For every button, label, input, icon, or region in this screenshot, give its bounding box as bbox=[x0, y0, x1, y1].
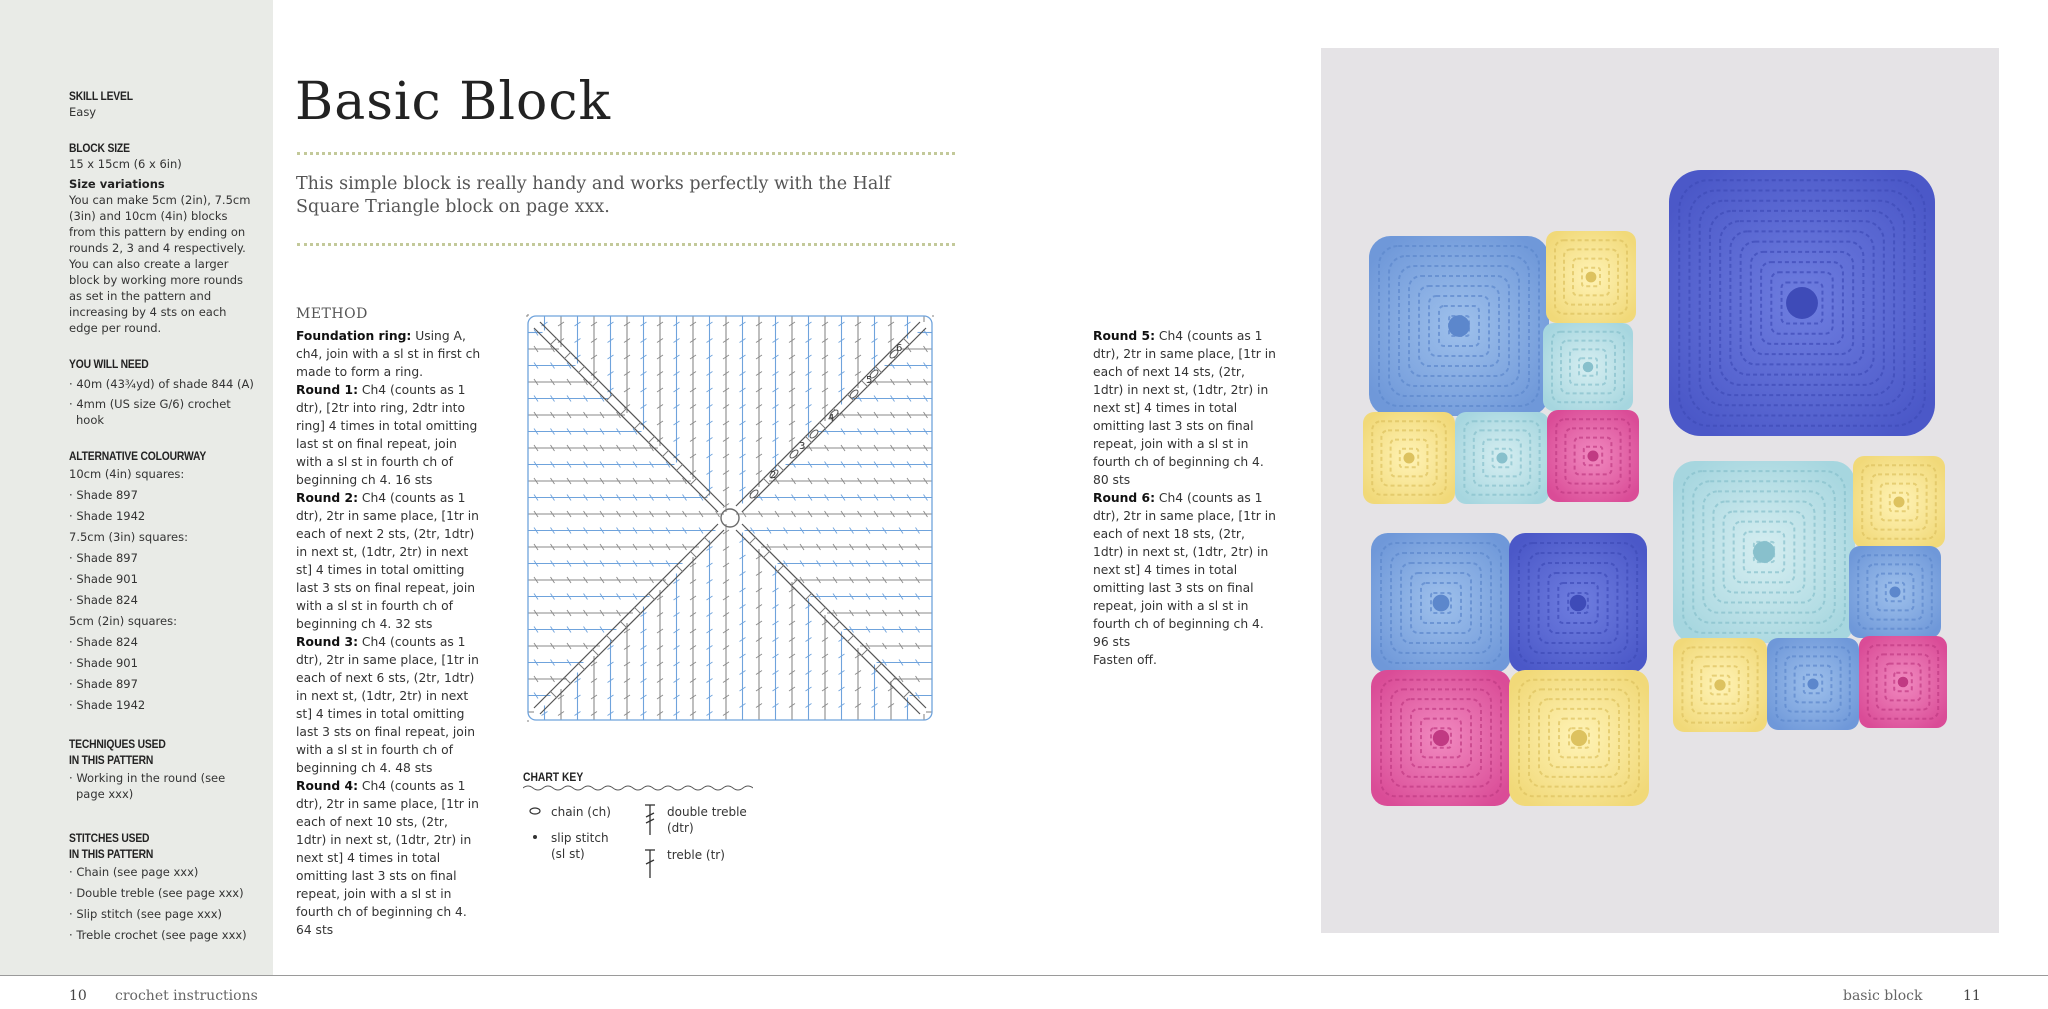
chart-corner-stitch bbox=[676, 464, 683, 471]
skill-level-section bbox=[69, 88, 254, 120]
chart-corner-stitch bbox=[620, 408, 627, 415]
chart-corner-stitch bbox=[662, 450, 669, 457]
skill-level-value: Easy bbox=[69, 105, 97, 119]
stitches-section bbox=[69, 830, 254, 946]
crochet-center bbox=[1448, 315, 1470, 337]
you-will-need-heading: YOU WILL NEED bbox=[69, 357, 149, 371]
chart-corner-stitch bbox=[690, 551, 697, 558]
colourway-group-label: 5cm (2in) squares: bbox=[69, 614, 177, 628]
colourway-item: · Shade 1942 bbox=[69, 695, 254, 716]
double-treble-symbol-icon bbox=[643, 803, 657, 837]
stitch-item: · Treble crochet (see page xxx) bbox=[69, 925, 254, 946]
chart-corner-stitch bbox=[676, 565, 683, 572]
chart-corner-stitch bbox=[875, 663, 882, 670]
need-item: · 40m (43¾yd) of shade 844 (A) bbox=[69, 377, 254, 391]
footer-left-title: crochet instructions bbox=[115, 988, 258, 1004]
block-size-heading: BLOCK SIZE bbox=[69, 141, 130, 155]
need-item: · 4mm (US size G/6) crochet hook bbox=[69, 397, 231, 427]
intro-divider bbox=[297, 243, 955, 246]
colourway-group-label: 7.5cm (3in) squares: bbox=[69, 530, 188, 544]
chart-chain-loop bbox=[789, 449, 800, 460]
crochet-center bbox=[1893, 496, 1904, 507]
colourway-item: · Shade 901 bbox=[69, 569, 254, 590]
round-2: Round 2: Ch4 (counts as 1 dtr), 2tr in same place, [1tr in each of next 2 sts, (2tr, 1dtr) in next st, (1dtr, 2tr) in next st] 4 times in total omitting last 3 sts on final repeat, join with a sl st in fourth ch of beginning ch 4. 32 sts bbox=[296, 491, 479, 631]
chart-corner-stitch bbox=[564, 677, 571, 684]
crochet-center bbox=[1433, 595, 1450, 612]
crochet-blocks-photo bbox=[1321, 48, 1999, 933]
page-title: Basic Block bbox=[295, 72, 611, 132]
alt-colourway-heading: ALTERNATIVE COLOURWAY bbox=[69, 449, 207, 463]
crochet-center bbox=[1587, 450, 1598, 461]
block-size-section bbox=[69, 140, 254, 336]
crochet-center bbox=[1403, 452, 1414, 463]
chart-corner-stitch bbox=[578, 663, 585, 670]
round-4: Round 4: Ch4 (counts as 1 dtr), 2tr in same place, [1tr in each of next 10 sts, (2tr, 1dtr) in next st, (1dtr, 2tr) in next st] 4 times in total omitting last 3 sts on final repeat, join with a sl st in fourth ch of beginning ch 4. 64 sts bbox=[296, 779, 479, 937]
chart-corner-stitch bbox=[833, 621, 840, 628]
key-chain-label: chain (ch) bbox=[551, 805, 611, 819]
round-1: Round 1: Ch4 (counts as 1 dtr), [2tr into ring, 2dtr into ring] 4 times in total omitting last st on final repeat, join with a sl st in fourth ch of beginning ch 4. 16 sts bbox=[296, 383, 478, 487]
colourway-item: · Shade 897 bbox=[69, 485, 254, 506]
chart-chain-loop bbox=[809, 429, 820, 440]
chart-foundation-ring bbox=[721, 509, 739, 527]
treble-symbol-icon bbox=[643, 848, 657, 880]
colourway-item: · Shade 824 bbox=[69, 632, 254, 653]
chart-corner-stitch bbox=[903, 691, 910, 698]
chart-corner-stitch bbox=[819, 422, 826, 429]
key-treble-label: treble (tr) bbox=[667, 848, 725, 862]
chart-corner-stitch bbox=[578, 366, 585, 373]
crochet-center bbox=[1714, 679, 1725, 690]
fasten-off-text: Fasten off. bbox=[1093, 653, 1157, 667]
round-6: Round 6: Ch4 (counts as 1 dtr), 2tr in same place, [1tr in each of next 18 sts, (2tr, 1dtr) in next st, (1dtr, 2tr) in next st] 4 times in total omitting last 3 sts on final repeat, join with a sl st in fourth ch of beginning ch 4. 96 sts bbox=[1093, 491, 1276, 649]
crochet-center bbox=[1786, 287, 1818, 319]
colourway-item: · Shade 901 bbox=[69, 653, 254, 674]
block-size-value: 15 x 15cm (6 x 6in) bbox=[69, 157, 182, 171]
chart-corner-stitch bbox=[777, 565, 784, 572]
round-3: Round 3: Ch4 (counts as 1 dtr), 2tr in same place, [1tr in each of next 6 sts, (2tr, 1dtr) in next st, (1dtr, 2tr) in next st] 4 times in total omitting last 3 sts on final repeat, join with a sl st in fourth ch of beginning ch 4. 48 sts bbox=[296, 635, 479, 775]
chart-corner-stitch bbox=[903, 338, 910, 345]
chart-corner-stitch bbox=[634, 607, 641, 614]
chart-corner-stitch bbox=[634, 422, 641, 429]
chart-corner-stitch bbox=[847, 635, 854, 642]
crochet-center bbox=[1807, 678, 1818, 689]
sidebar-content bbox=[69, 88, 254, 966]
crochet-center bbox=[1571, 730, 1587, 746]
technique-item: · Working in the round (see page xxx) bbox=[69, 771, 226, 801]
techniques-heading: TECHNIQUES USED bbox=[69, 737, 166, 751]
chart-corner-stitch bbox=[749, 537, 756, 544]
chart-round-number: 6 bbox=[896, 343, 903, 354]
chart-key-title: CHART KEY bbox=[523, 770, 584, 784]
chart-corner-stitch bbox=[763, 551, 770, 558]
chart-chain-loop bbox=[849, 389, 860, 400]
crochet-center bbox=[1433, 730, 1449, 746]
you-will-need-section bbox=[69, 356, 254, 428]
crochet-center bbox=[1586, 272, 1597, 283]
crochet-center bbox=[1753, 541, 1775, 563]
size-variations-text: You can make 5cm (2in), 7.5cm (3in) and 10cm (4in) blocks from this pattern by ending on rounds 2, 3 and 4 respectively. You can also create a larger block by working more rounds as set in the pattern and increasing by 4 sts on each edge per round. bbox=[69, 193, 251, 335]
round-foundation: Foundation ring: Using A, ch4, join with a sl st in first ch made to form a ring. bbox=[296, 329, 481, 379]
crochet-center bbox=[1570, 595, 1587, 612]
chart-round-number: 5 bbox=[866, 375, 873, 386]
method-column-1 bbox=[296, 327, 482, 939]
crochet-center bbox=[1583, 362, 1594, 373]
intro-text: This simple block is really handy and works perfectly with the Half Square Triangle block on page xxx. bbox=[296, 174, 891, 217]
techniques-section bbox=[69, 736, 254, 802]
stitch-item: · Chain (see page xxx) bbox=[69, 862, 254, 883]
stitches-heading: STITCHES USED bbox=[69, 831, 150, 845]
chart-corner-stitch bbox=[592, 649, 599, 656]
chart-corner-stitch bbox=[763, 478, 770, 485]
chart-round-number: 2 bbox=[770, 470, 777, 481]
chart-round-number: 3 bbox=[799, 441, 806, 452]
chart-key-wavy-rule bbox=[523, 784, 753, 792]
method-column-2 bbox=[1093, 327, 1279, 669]
chart-corner-stitch bbox=[606, 394, 613, 401]
title-divider bbox=[297, 152, 955, 155]
chart-round-number: 4 bbox=[828, 413, 835, 424]
chart-corner-stitch bbox=[564, 352, 571, 359]
chart-corner-stitch bbox=[550, 338, 557, 345]
chart-corner-stitch bbox=[606, 635, 613, 642]
chart-corner-stitch bbox=[889, 677, 896, 684]
chart-corner-stitch bbox=[690, 478, 697, 485]
chart-corner-stitch bbox=[819, 607, 826, 614]
skill-level-heading: SKILL LEVEL bbox=[69, 89, 133, 103]
key-slip-stitch-label: slip stitch (sl st) bbox=[551, 831, 609, 861]
chart-corner-stitch bbox=[550, 691, 557, 698]
colourway-group-label: 10cm (4in) squares: bbox=[69, 467, 185, 481]
chart-corner-stitch bbox=[620, 621, 627, 628]
techniques-heading: IN THIS PATTERN bbox=[69, 753, 154, 767]
colourway-item: · Shade 1942 bbox=[69, 506, 254, 527]
slip-stitch-symbol-icon bbox=[530, 832, 540, 842]
chart-corner-stitch bbox=[592, 380, 599, 387]
method-heading: METHOD bbox=[296, 306, 368, 322]
sidebar-panel bbox=[0, 0, 273, 975]
crochet-center bbox=[1889, 586, 1900, 597]
stitches-heading: IN THIS PATTERN bbox=[69, 847, 154, 861]
footer-right-title: basic block bbox=[1843, 988, 1923, 1004]
colourway-item: · Shade 897 bbox=[69, 548, 254, 569]
footer-right-page-number: 11 bbox=[1963, 988, 1981, 1004]
colourway-item: · Shade 824 bbox=[69, 590, 254, 611]
chain-symbol-icon bbox=[528, 806, 542, 816]
key-double-treble-label: double treble (dtr) bbox=[667, 805, 747, 835]
stitch-item: · Double treble (see page xxx) bbox=[69, 883, 254, 904]
stitch-item: · Slip stitch (see page xxx) bbox=[69, 904, 254, 925]
crochet-center bbox=[1496, 452, 1507, 463]
size-variations-heading: Size variations bbox=[69, 177, 165, 191]
footer-left-page-number: 10 bbox=[69, 988, 87, 1004]
round-5: Round 5: Ch4 (counts as 1 dtr), 2tr in same place, [1tr in each of next 14 sts, (2tr, 1dtr) in next st, (1dtr, 2tr) in next st] 4 times in total omitting last 3 sts on final repeat, join with a sl st in fourth ch of beginning ch 4. 80 sts bbox=[1093, 329, 1276, 487]
alt-colourway-section bbox=[69, 448, 254, 716]
chart-corner-stitch bbox=[861, 649, 868, 656]
crochet-center bbox=[1898, 677, 1909, 688]
colourway-item: · Shade 897 bbox=[69, 674, 254, 695]
chart-corner-stitch bbox=[648, 436, 655, 443]
chart-corner-stitch bbox=[777, 464, 784, 471]
footer-rule bbox=[0, 975, 2048, 976]
crochet-chart bbox=[526, 314, 934, 722]
